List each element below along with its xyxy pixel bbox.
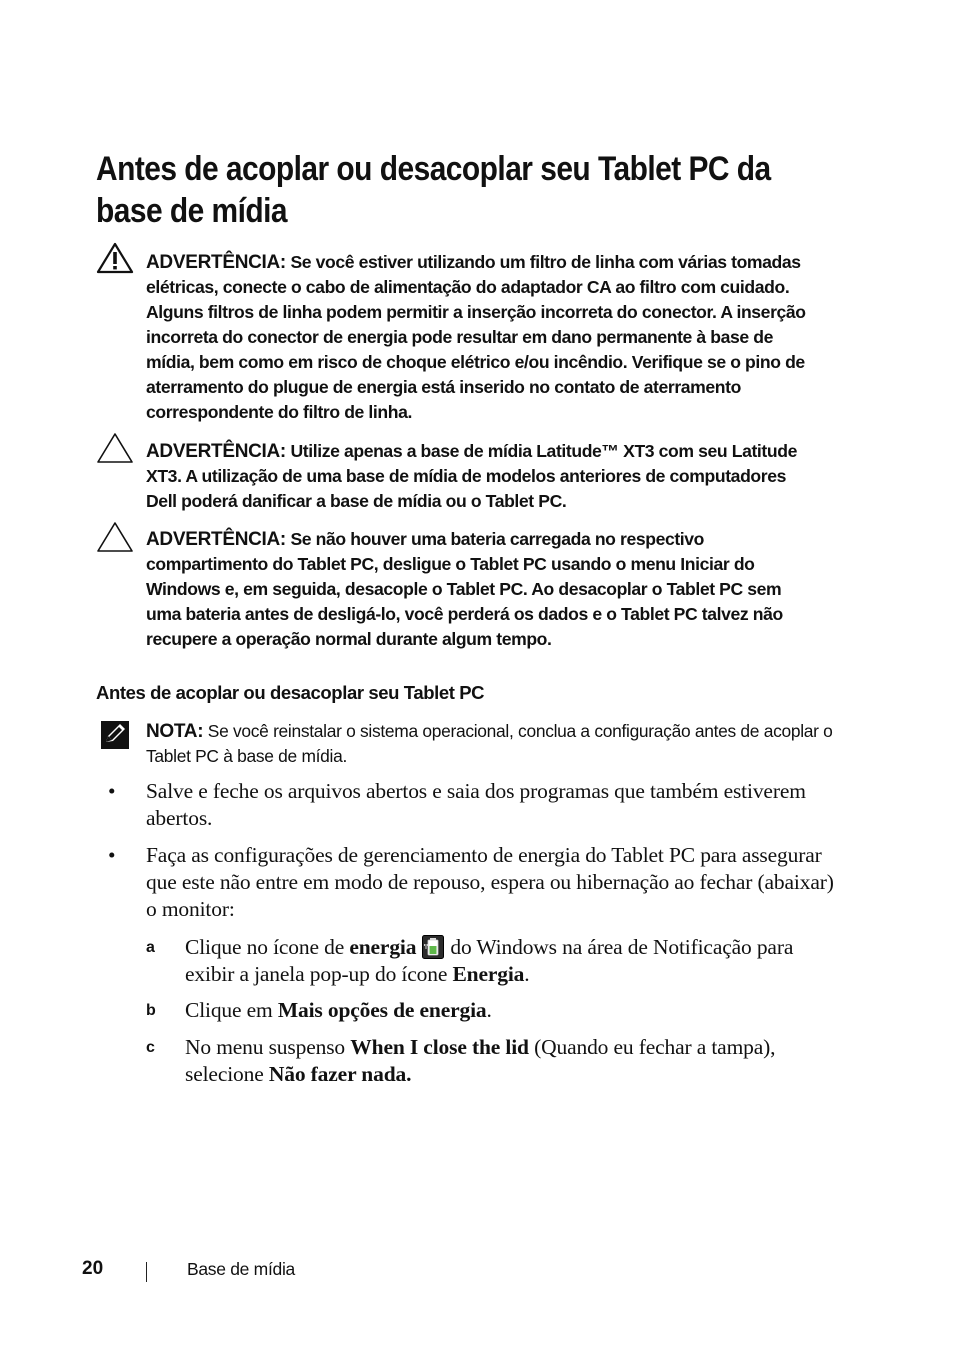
section-subheading: Antes de acoplar ou desacoplar seu Tablet PC bbox=[96, 682, 485, 703]
more-power-options-term: Mais opções de energia bbox=[277, 998, 487, 1022]
caution-triangle-icon bbox=[96, 521, 134, 553]
step-b-period: . bbox=[486, 998, 492, 1022]
step-c-text bbox=[185, 1034, 835, 1088]
warning-body: Utilize apenas a base de mídia Latitude™ XT3 com seu Latitude XT3. A utilização de uma base de mídia de modelos anteriores de computadores Dell poderá danificar a base de mídia ou o Tablet PC. bbox=[146, 441, 797, 511]
step-a-part1: Clique no ícone de bbox=[185, 935, 345, 959]
page-title-line1: Antes de acoplar ou desacoplar seu Tablet PC da bbox=[96, 150, 771, 188]
note-body: Se você reinstalar o sistema operacional, conclua a configuração antes de acoplar o Tablet PC à base de mídia. bbox=[146, 721, 833, 766]
warning-battery-text bbox=[146, 527, 818, 652]
warning-body-start: Se não houver uma bateria carregada no respectivo compartimento do Tablet PC, desligue o Tablet PC usando o menu bbox=[146, 529, 705, 574]
power-battery-icon bbox=[422, 935, 444, 959]
bullet-save-files: Salve e feche os arquivos abertos e saia dos programas que também estiverem abertos. bbox=[146, 779, 806, 830]
warning-body: Se você estiver utilizando um filtro de linha com várias tomadas elétricas, conecte o cabo de alimentação do adaptador CA ao filtro com cuidado. Alguns filtros de linha podem permitir a inserção incorreta do conector. A inserção incorreta do conector de energia pode resultar em dano permanente à base de mídia, bem como em risco de choque elétrico e/ou incêndio. Verifique se o pino de aterramento do plugue de energia está inserido no contato de aterramento correspondente do filtro de linha. bbox=[146, 252, 806, 422]
note-text bbox=[146, 719, 836, 769]
step-c-part2: (Quando eu fechar a tampa), selecione bbox=[185, 1035, 776, 1086]
page-title bbox=[96, 148, 771, 232]
step-letter-c: c bbox=[146, 1039, 155, 1056]
bullet-marker: • bbox=[108, 779, 116, 803]
bullet-power-settings: Faça as configurações de gerenciamento de energia do Tablet PC para assegurar que este não entre em modo de repouso, espera ou hibernação ao fechar (abaixar) o monitor: bbox=[146, 843, 834, 921]
warning-body-end: do Windows e, em seguida, desacople o Tablet PC. Ao desacoplar o Tablet PC sem uma bateria antes de desligá-lo, você perderá os dados e o Tablet PC talvez não recupere a operação normal durante algum tempo. bbox=[146, 554, 783, 649]
warning-electrical-text bbox=[146, 250, 818, 425]
start-menu-term: Iniciar bbox=[680, 554, 730, 574]
step-a-text bbox=[185, 934, 835, 988]
footer-divider bbox=[146, 1262, 147, 1282]
step-letter-b: b bbox=[146, 1002, 156, 1019]
page-number: 20 bbox=[82, 1258, 104, 1279]
energy-term: energia bbox=[349, 935, 417, 959]
warning-compatibility-text bbox=[146, 439, 818, 514]
bullet-marker: • bbox=[108, 843, 116, 867]
step-a-part2: do Windows na área de Notificação para exibir a janela pop-up do ícone bbox=[185, 935, 794, 986]
step-c-part1: No menu suspenso bbox=[185, 1035, 346, 1059]
step-letter-a: a bbox=[146, 939, 155, 956]
do-nothing-term: Não fazer nada. bbox=[268, 1062, 412, 1086]
energy-popup-term: Energia bbox=[452, 962, 525, 986]
step-b-text bbox=[185, 997, 835, 1024]
warning-label: ADVERTÊNCIA: bbox=[146, 252, 286, 273]
caution-triangle-icon bbox=[96, 432, 134, 464]
warning-label: ADVERTÊNCIA: bbox=[146, 529, 286, 550]
step-b-part1: Clique em bbox=[185, 998, 273, 1022]
footer-section-title: Base de mídia bbox=[187, 1259, 295, 1279]
note-label: NOTA: bbox=[146, 721, 204, 742]
close-lid-term: When I close the lid bbox=[350, 1035, 529, 1059]
warning-label: ADVERTÊNCIA: bbox=[146, 441, 286, 462]
note-pencil-icon bbox=[100, 720, 130, 750]
page-title-line2: base de mídia bbox=[96, 192, 288, 230]
warning-triangle-icon bbox=[96, 242, 134, 274]
step-a-period: . bbox=[524, 962, 530, 986]
